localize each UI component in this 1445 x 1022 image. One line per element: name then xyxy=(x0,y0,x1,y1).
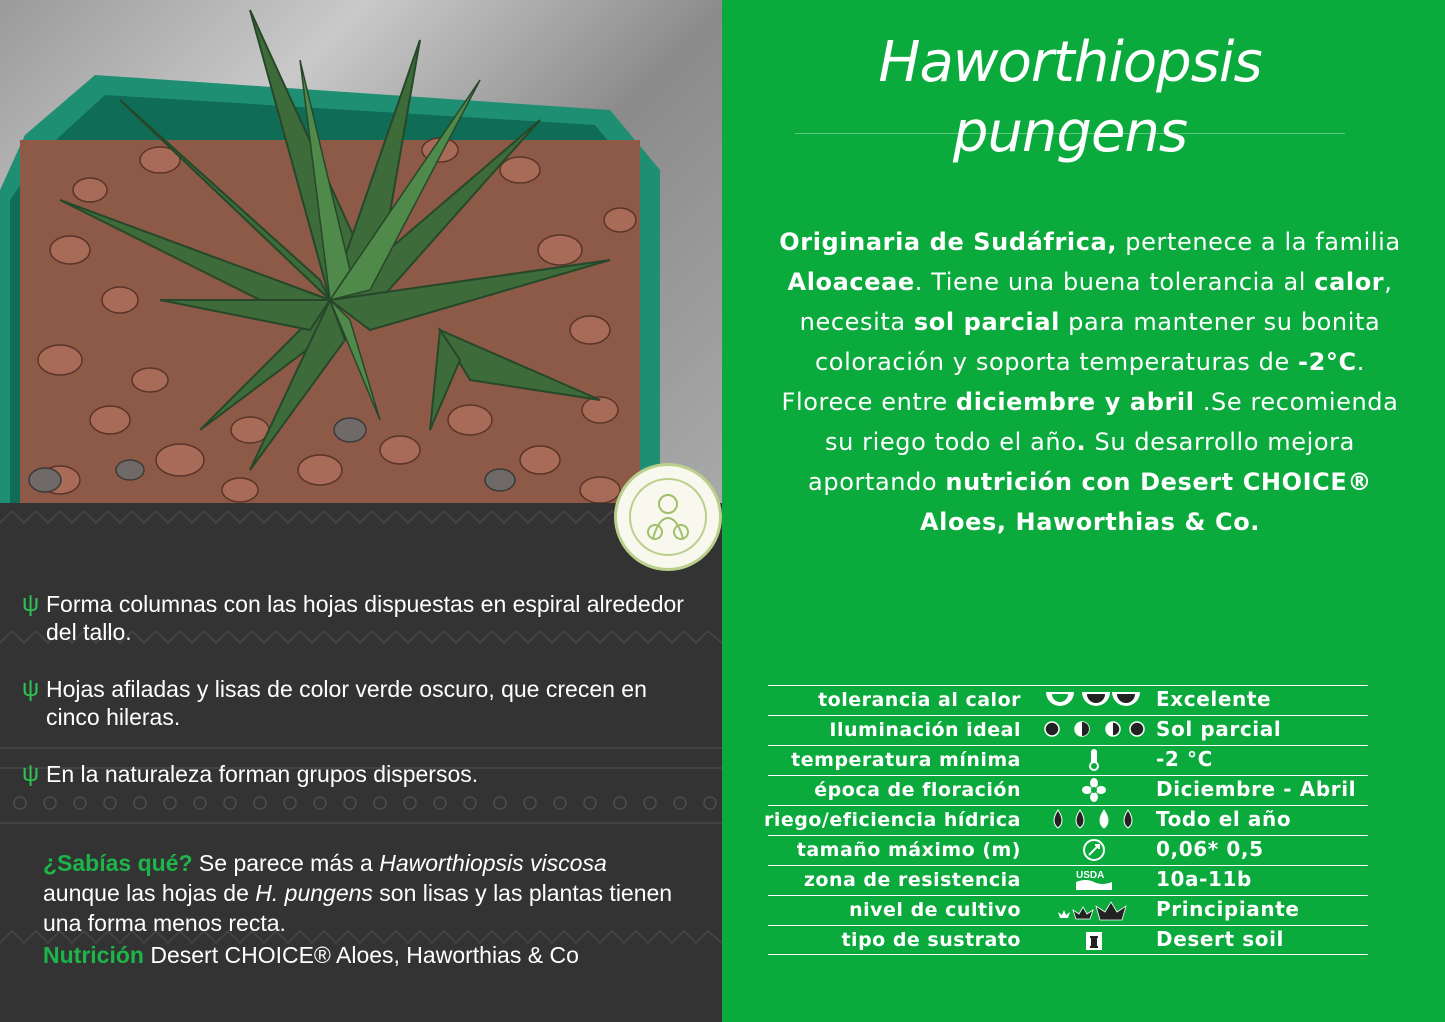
page-title xyxy=(760,28,1380,168)
desc-text: . Florece entre xyxy=(781,348,1365,416)
spec-value: Desert soil xyxy=(1156,927,1284,951)
specs-table xyxy=(763,685,1368,955)
spec-key: riego/eficiencia hídrica xyxy=(763,809,1021,831)
spec-row-light xyxy=(768,715,1368,745)
feature-text: En la naturaleza forman grupos dispersos. xyxy=(46,761,479,787)
flower-icon xyxy=(1034,778,1154,804)
feature-text: Hojas afiladas y lisas de color verde oscuro, que crecen en cinco hileras. xyxy=(46,676,647,730)
desc-dot: . xyxy=(1076,428,1087,456)
crown-icon xyxy=(1034,898,1154,924)
spec-key: tamaño máximo (m) xyxy=(796,839,1021,861)
family: Aloaceae xyxy=(787,268,915,296)
spec-key: tolerancia al calor xyxy=(818,689,1021,711)
light-icon xyxy=(1034,718,1154,744)
spec-row-zone xyxy=(768,865,1368,895)
spec-value: -2 °C xyxy=(1156,747,1213,771)
spec-row-level xyxy=(768,895,1368,925)
size-icon xyxy=(1034,838,1154,864)
desc-text: .Se recomienda su riego todo el año xyxy=(825,388,1399,456)
usda-icon xyxy=(1034,868,1154,894)
did-you-know xyxy=(43,848,683,938)
origin: Originaria de Sudáfrica, xyxy=(779,228,1118,256)
pet-safe-badge xyxy=(614,463,722,571)
thermometer-icon xyxy=(1034,748,1154,774)
min-temp: -2°C xyxy=(1298,348,1357,376)
spec-row-bloom xyxy=(768,775,1368,805)
spec-row-water xyxy=(763,805,1368,835)
water-drops-icon xyxy=(1034,808,1154,834)
spec-key: Iluminación ideal xyxy=(829,719,1021,741)
spec-key: zona de resistencia xyxy=(803,869,1021,891)
spec-value: 0,06* 0,5 xyxy=(1156,837,1264,861)
title-line-genus: Haworthiopsis xyxy=(878,30,1262,95)
spec-key: temperatura mínima xyxy=(791,749,1021,771)
desc-text: pertenece a la familia xyxy=(1117,228,1401,256)
spec-value: Excelente xyxy=(1156,687,1272,711)
spec-value: Todo el año xyxy=(1156,807,1292,831)
did-you-know-label: ¿Sabías qué? xyxy=(43,850,193,876)
spec-row-size xyxy=(768,835,1368,865)
spec-row-temp xyxy=(768,745,1368,775)
spec-value: Sol parcial xyxy=(1156,717,1282,741)
title-line-species: pungens xyxy=(952,100,1188,165)
desc-text: , necesita xyxy=(799,268,1393,336)
substrate-icon xyxy=(1034,928,1154,954)
spec-key: época de floración xyxy=(814,779,1021,801)
feature-item xyxy=(22,590,702,646)
bloom-period: diciembre y abril xyxy=(955,388,1195,416)
desc-text: . Tiene una buena tolerancia al xyxy=(914,268,1315,296)
tip-text: aunque las hojas de xyxy=(43,880,256,906)
nutrition-product: nutrición con Desert CHOICE® Aloes, Haworthias & Co. xyxy=(919,468,1372,536)
desc-text: Su desarrollo mejora aportando xyxy=(808,428,1355,496)
pet-safe-icon xyxy=(617,466,719,568)
feature-item xyxy=(22,675,702,731)
spec-row-heat xyxy=(768,685,1368,715)
spec-key: tipo de sustrato xyxy=(841,929,1021,951)
plant-photo-illustration xyxy=(0,0,722,503)
heat: calor xyxy=(1314,268,1385,296)
heat-tolerance-icon xyxy=(1034,688,1154,714)
tip-species: H. pungens xyxy=(255,880,373,906)
usda-label: USDA xyxy=(1076,870,1105,881)
sun: sol parcial xyxy=(913,308,1060,336)
title-divider xyxy=(795,133,1345,134)
left-panel xyxy=(0,0,722,1022)
feature-item xyxy=(22,760,702,788)
tip-text: son lisas y las plantas tienen una forma menos recta. xyxy=(43,880,673,936)
spec-row-substrate xyxy=(768,925,1368,955)
spec-value: Principiante xyxy=(1156,897,1300,921)
nutrition-line xyxy=(43,940,703,970)
nutrition-text: Desert CHOICE® Aloes, Haworthias & Co xyxy=(143,942,579,968)
spec-value: Diciembre - Abril xyxy=(1156,777,1357,801)
cactus-icon: ψ xyxy=(22,675,40,702)
spec-key: nivel de cultivo xyxy=(849,899,1021,921)
nutrition-label: Nutrición xyxy=(43,942,144,968)
tip-text: Se parece más a xyxy=(192,850,380,876)
description xyxy=(775,222,1405,542)
plant-photo xyxy=(0,0,722,503)
feature-text: Forma columnas con las hojas dispuestas en espiral alrededor del tallo. xyxy=(46,591,684,645)
desc-text: para mantener su bonita coloración y soporta temperaturas de xyxy=(815,308,1381,376)
tip-species: Haworthiopsis viscosa xyxy=(379,850,607,876)
cactus-icon: ψ xyxy=(22,590,40,617)
cactus-icon: ψ xyxy=(22,760,40,787)
spec-value: 10a-11b xyxy=(1156,867,1252,891)
